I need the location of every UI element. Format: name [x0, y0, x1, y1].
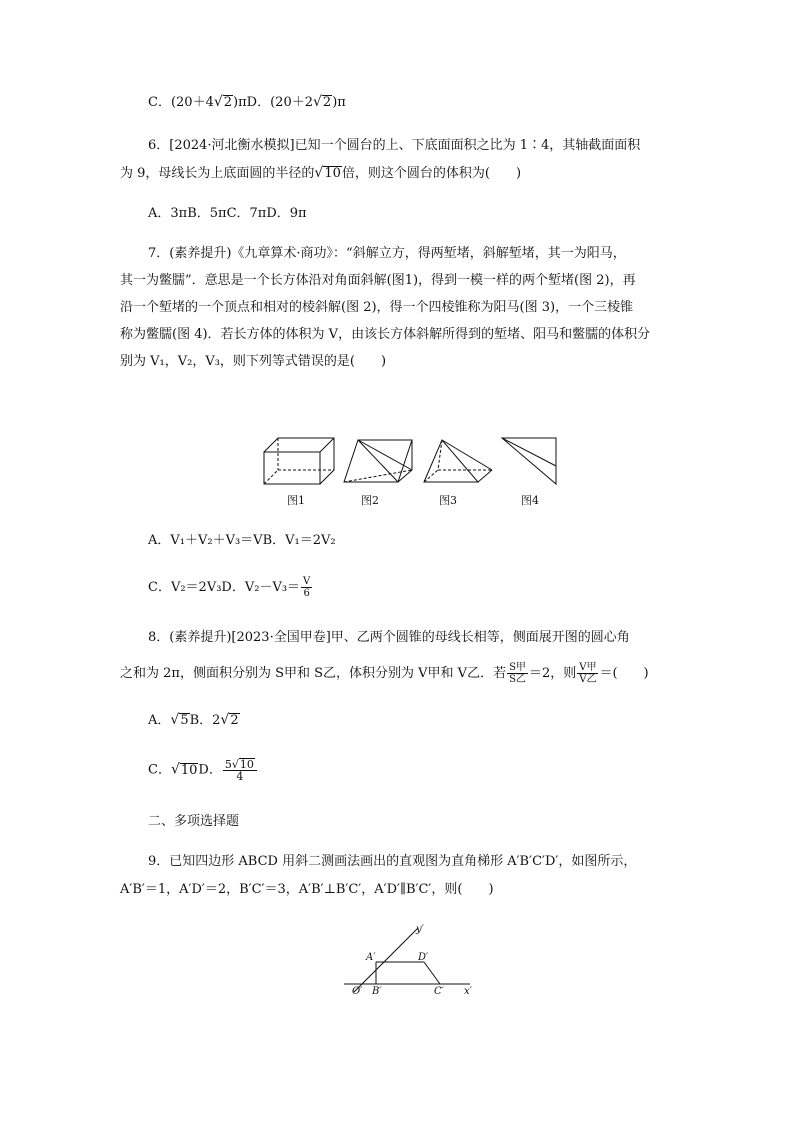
q8-frac-s-num: S甲 [509, 662, 526, 673]
label-b: B′ [372, 986, 382, 997]
figure-1-caption: 图1 [287, 494, 305, 507]
sqrt-sign: √ [314, 165, 324, 181]
q8-frac-v [577, 662, 598, 685]
sqrt-sign: √ [213, 94, 223, 110]
q5-d-radicand: 2 [322, 95, 332, 110]
sqrt-sign: √ [231, 758, 239, 771]
q8-d-label: D． [198, 762, 222, 778]
q7-frac-den: 6 [303, 588, 310, 599]
q6-radicand: 10 [324, 166, 341, 181]
q8-c-label: C． [148, 762, 171, 778]
q7-option-ab: A．V₁＋V₂＋V₃＝VB．V₁＝2V₂ [148, 533, 336, 548]
label-a: A′ [366, 952, 376, 963]
sqrt-sign: √ [170, 761, 180, 778]
q8-b-label: B．2 [189, 713, 221, 728]
q7-frac-num: V [303, 576, 311, 587]
label-c: C′ [434, 986, 444, 997]
q8-d-frac-den: 4 [236, 770, 244, 783]
q7-option-cd [148, 576, 313, 599]
q7-fraction [301, 576, 312, 599]
q8-line2-pre: 之和为 2π，侧面积分别为 S甲和 S乙，体积分别为 V甲和 V乙．若 [120, 666, 507, 681]
q8-options-cd [148, 758, 258, 782]
q8-line1: 8．(素养提升)[2023·全国甲卷]甲、乙两个圆锥的母线长相等，侧面展开图的圆心角 [148, 630, 630, 645]
q5-c-label: C． [148, 95, 171, 110]
q7-line2: 其一为鳖臑”．意思是一个长方体沿对角面斜解(图1)，得到一模一样的两个堑堵(图 2)，再 [120, 273, 636, 288]
q9-line2: A′B′＝1，A′D′＝2，B′C′＝3，A′B′⊥B′C′，A′D′∥B′C′，则( ) [120, 882, 494, 897]
q8-d-num-radicand: 10 [239, 758, 254, 771]
q8-c-radicand: 10 [180, 762, 198, 778]
q8-d-fraction [223, 758, 257, 782]
figure-1-cuboid [258, 434, 338, 490]
q8-line2-post: ＝( ) [599, 666, 649, 681]
q8-line2 [120, 662, 649, 685]
figure-3-pyramid [420, 434, 496, 490]
q8-d-num-coef: 5 [224, 758, 232, 771]
q6-line2 [120, 163, 521, 184]
figure-4-caption: 图4 [521, 494, 539, 507]
label-y-axis: y′ [416, 924, 424, 935]
q7-line4: 称为鳖臑(图 4)．若长方体的体积为 V，由该长方体斜解所得到的堑堵、阳马和鳖臑的体积分 [120, 327, 651, 342]
q6-line1: 6．[2024·河北衡水模拟]已知一个圆台的上、下底面面积之比为 1∶4，其轴截面面积 [148, 138, 641, 153]
q8-frac-s-den: S乙 [509, 674, 526, 685]
sqrt-sign: √ [170, 712, 180, 728]
figure-3-caption: 图3 [439, 494, 457, 507]
q8-a-label: A． [148, 713, 171, 728]
q5-c-radicand: 2 [223, 95, 233, 110]
q7-line1: 7．(素养提升)《九章算术·商功》：“斜解立方，得两堑堵，斜解堑堵，其一为阳马， [148, 246, 626, 261]
label-x-axis: x′ [464, 986, 472, 997]
q6-line2-pre: 为 9，母线长为上底面圆的半径的 [120, 166, 315, 181]
q5-c-close: )π [233, 95, 247, 110]
q8-frac-s [507, 662, 528, 685]
label-d: D′ [418, 952, 429, 963]
q8-frac-v-num: V甲 [579, 662, 597, 673]
q9-line1: 9．已知四边形 ABCD 用斜二测画法画出的直观图为直角梯形 A′B′C′D′，如图所示， [148, 854, 637, 869]
q7-line5: 别为 V₁，V₂，V₃，则下列等式错误的是( ) [120, 354, 387, 369]
q6-options: A．3πB．5πC．7πD．9π [148, 206, 307, 221]
q5-c-open: (20＋4 [170, 95, 214, 110]
label-o: O′ [352, 986, 363, 997]
figure-4-tetrahedron [498, 434, 562, 490]
q7-line3: 沿一个堑堵的一个顶点和相对的棱斜解(图 2)，得一个四棱锥称为阳马(图 3)，一个三棱锥 [120, 300, 634, 315]
figure-2-caption: 图2 [361, 494, 379, 507]
q8-line2-mid: ＝2，则 [528, 666, 577, 681]
q8-frac-v-den: V乙 [579, 674, 597, 685]
q5-d-open: (20＋2 [270, 95, 313, 110]
sqrt-sign: √ [313, 94, 322, 110]
q5-d-label: D． [246, 95, 271, 110]
q8-options-ab [148, 710, 240, 731]
q8-b-radicand: 2 [230, 713, 239, 728]
section-title: 二、多项选择题 [148, 814, 240, 829]
q7-option-c: C．V₂＝2V₃D．V₂－V₃＝ [148, 580, 301, 595]
q5-options [148, 92, 346, 113]
figure-2-prism [340, 434, 416, 490]
q5-d-close: )π [332, 95, 346, 110]
q8-a-radicand: 5 [180, 713, 189, 728]
q6-line2-post: 倍，则这个圆台的体积为( ) [341, 166, 522, 181]
sqrt-sign: √ [220, 712, 230, 728]
